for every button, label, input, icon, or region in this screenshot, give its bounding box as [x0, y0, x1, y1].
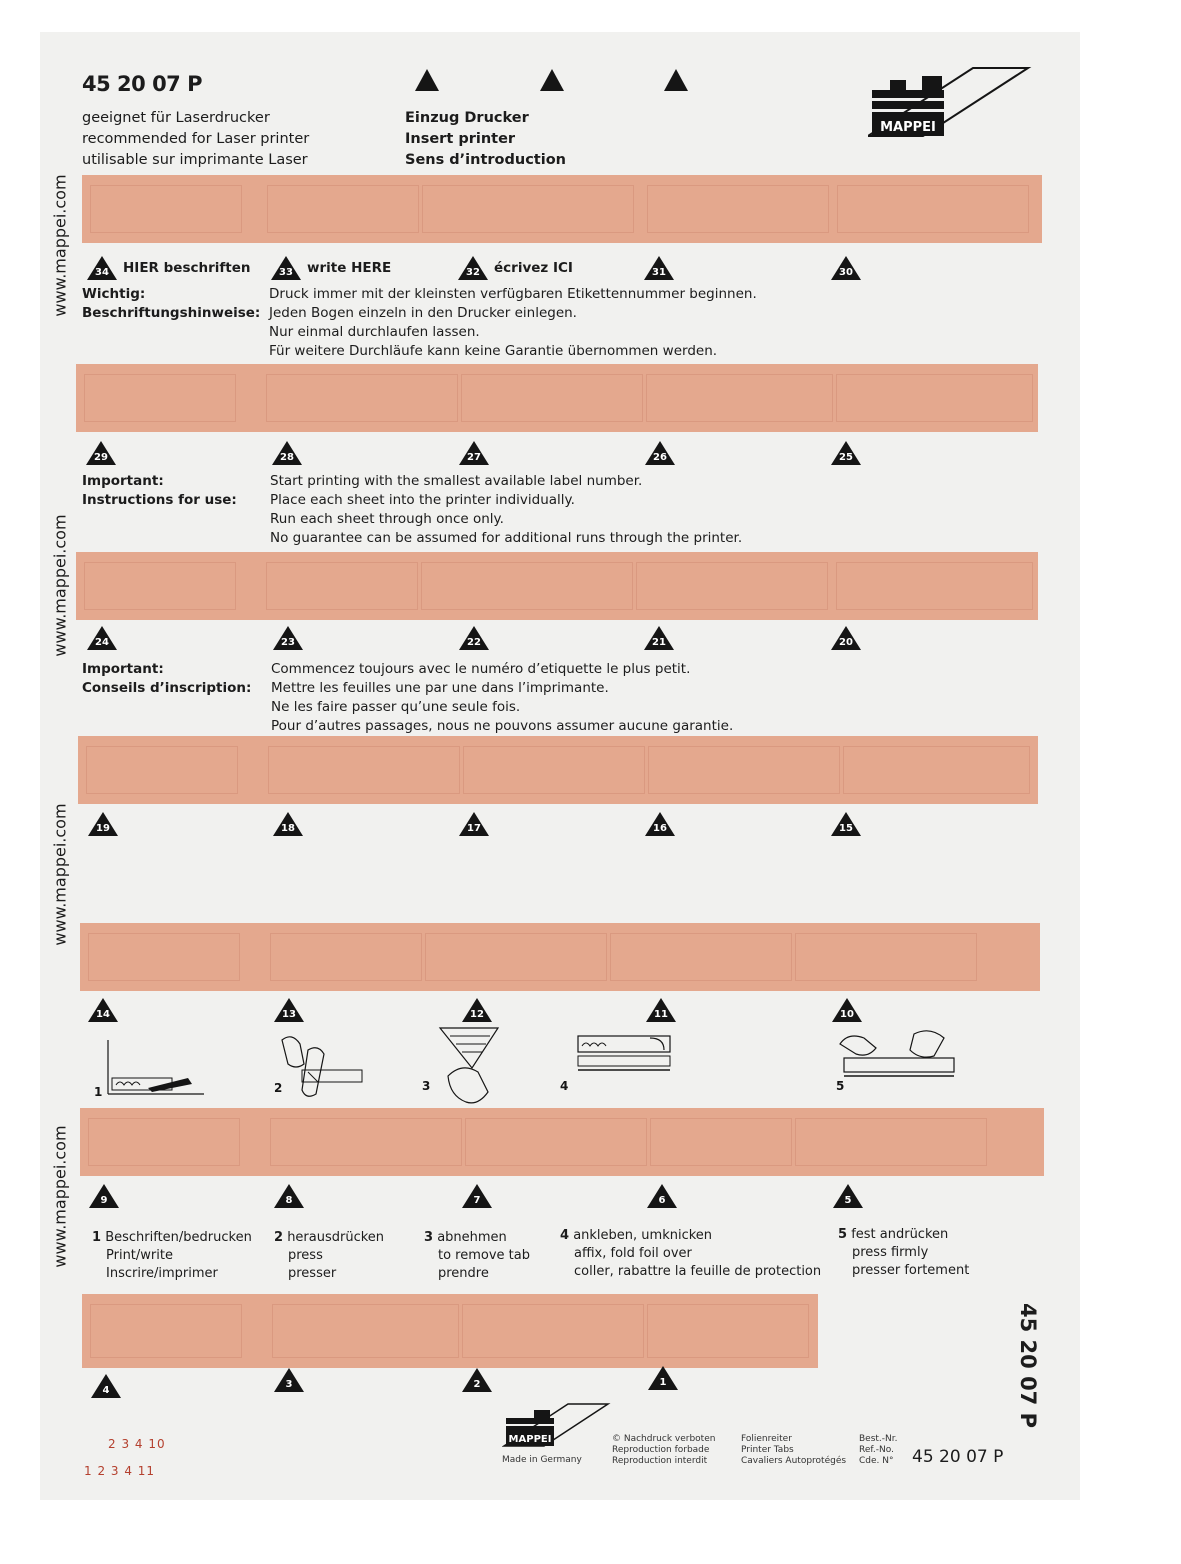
red-row-1: 2 3 4 10 [108, 1437, 166, 1451]
remove-tab-illustration-icon [420, 1026, 505, 1110]
tab-1 [648, 1366, 678, 1390]
product-code-vertical: 45 20 07 P [1016, 1303, 1040, 1428]
affix-tab-illustration-icon [558, 1030, 673, 1096]
website-text: www.mappei.com [50, 174, 70, 317]
label-strip[interactable] [80, 1108, 1044, 1176]
step-4: 4 ankleben, umknicken affix, fold foil over coller, rabattre la feuille de protection [560, 1228, 822, 1279]
step-2: 2 herausdrücken press presser [274, 1230, 385, 1281]
note-heading-de: Wichtig: Beschriftungshinweise: [82, 286, 261, 321]
note-heading-fr: Important: Conseils d’inscription: [82, 661, 252, 696]
number-triangle-icon: 33 [271, 256, 301, 280]
feed-direction-arrow-icon [415, 69, 439, 91]
number-triangle-icon: 18 [273, 812, 303, 836]
write-here-de: HIER beschriften [123, 260, 251, 276]
red-row-2: 1 2 3 4 11 [84, 1464, 156, 1478]
website-text: www.mappei.com [50, 803, 70, 946]
label-strip[interactable] [82, 175, 1042, 243]
svg-text:5: 5 [836, 1079, 845, 1093]
number-triangle-icon: 2 [462, 1368, 492, 1392]
number-triangle-icon: 30 [831, 256, 861, 280]
number-triangle-icon: 6 [647, 1184, 677, 1208]
note-heading-en: Important: Instructions for use: [82, 473, 237, 508]
label-strip[interactable] [80, 923, 1040, 991]
product-type: Folienreiter Printer Tabs Cavaliers Autoprotégés [741, 1434, 847, 1466]
number-triangle-icon: 20 [831, 626, 861, 650]
tab-25 [831, 441, 861, 465]
feed-direction-arrow-icon [540, 69, 564, 91]
mappei-logo-small-icon [502, 1402, 612, 1452]
tab-8 [274, 1184, 304, 1208]
number-triangle-icon: 32 [458, 256, 488, 280]
number-triangle-icon: 21 [644, 626, 674, 650]
number-triangle-icon: 3 [274, 1368, 304, 1392]
number-triangle-icon: 16 [645, 812, 675, 836]
tab-3 [274, 1368, 304, 1392]
tab-4 [91, 1374, 121, 1398]
website-text: www.mappei.com [50, 1125, 70, 1268]
label-strip[interactable] [82, 1294, 818, 1368]
number-triangle-icon: 12 [462, 998, 492, 1022]
tab-29 [86, 441, 116, 465]
insert-fr: Sens d’introduction [405, 152, 566, 168]
svg-text:2: 2 [274, 1081, 283, 1095]
step-5: 5 fest andrücken press firmly presser fortement [838, 1227, 970, 1278]
svg-text:1: 1 [94, 1085, 103, 1098]
tab-22 [459, 626, 489, 650]
tab-34 [87, 256, 251, 280]
svg-text:MAPPEI: MAPPEI [508, 1434, 552, 1445]
tab-19 [88, 812, 118, 836]
product-code: 45 20 07 P [82, 72, 202, 96]
tab-9 [89, 1184, 119, 1208]
tab-15 [831, 812, 861, 836]
tab-16 [645, 812, 675, 836]
note-body-en: Start printing with the smallest available label number. Place each sheet into the printer individually. Run each sheet through once only. No guarantee can be assumed for additional runs through the printer. [270, 473, 743, 546]
number-triangle-icon: 24 [87, 626, 117, 650]
number-triangle-icon: 34 [87, 256, 117, 280]
tab-14 [88, 998, 118, 1022]
step-3: 3 abnehmen to remove tab prendre [424, 1230, 530, 1281]
suitable-fr: utilisable sur imprimante Laser [82, 152, 308, 168]
tab-17 [459, 812, 489, 836]
number-triangle-icon: 22 [459, 626, 489, 650]
tab-33 [271, 256, 391, 280]
label-strip[interactable] [76, 364, 1038, 432]
svg-text:3: 3 [422, 1079, 431, 1093]
number-triangle-icon: 23 [273, 626, 303, 650]
write-here-fr: écrivez ICI [494, 260, 573, 276]
tab-27 [459, 441, 489, 465]
number-triangle-icon: 17 [459, 812, 489, 836]
number-triangle-icon: 9 [89, 1184, 119, 1208]
note-body-fr: Commencez toujours avec le numéro d’etiquette le plus petit. Mettre les feuilles une par une dans l’imprimante. Ne les faire passer qu’une seule fois. Pour d’autres passages, nous ne pouvons assumer aucune garantie. [271, 661, 734, 734]
svg-text:4: 4 [560, 1079, 569, 1093]
website-text: www.mappei.com [50, 514, 70, 657]
tab-7 [462, 1184, 492, 1208]
made-in: Made in Germany [502, 1455, 582, 1465]
press-out-illustration-icon [272, 1030, 367, 1110]
number-triangle-icon: 11 [646, 998, 676, 1022]
number-triangle-icon: 25 [831, 441, 861, 465]
suitable-en: recommended for Laser printer [82, 131, 310, 147]
tab-26 [645, 441, 675, 465]
copyright-notice: © Nachdruck verboten Reproduction forbade Reproduction interdit [612, 1434, 716, 1466]
tab-18 [273, 812, 303, 836]
number-triangle-icon: 5 [833, 1184, 863, 1208]
tab-24 [87, 626, 117, 650]
insert-en: Insert printer [405, 131, 516, 147]
tab-13 [274, 998, 304, 1022]
footer-code: 45 20 07 P [912, 1447, 1004, 1467]
tab-21 [644, 626, 674, 650]
tab-10 [832, 998, 862, 1022]
tab-31 [644, 256, 674, 280]
write-here-en: write HERE [307, 260, 392, 276]
number-triangle-icon: 13 [274, 998, 304, 1022]
number-triangle-icon: 8 [274, 1184, 304, 1208]
tab-5 [833, 1184, 863, 1208]
mappei-logo-icon [868, 66, 1033, 146]
insert-de: Einzug Drucker [405, 110, 529, 126]
suitable-de: geeignet für Laserdrucker [82, 110, 270, 126]
write-tab-illustration-icon [92, 1038, 207, 1098]
number-triangle-icon: 27 [459, 441, 489, 465]
number-triangle-icon: 4 [91, 1374, 121, 1398]
tab-30 [831, 256, 861, 280]
step-1: 1 Beschriften/bedrucken Print/write Inscrire/imprimer [92, 1230, 252, 1281]
number-triangle-icon: 1 [648, 1366, 678, 1390]
label-strip[interactable] [78, 736, 1038, 804]
number-triangle-icon: 19 [88, 812, 118, 836]
number-triangle-icon: 28 [272, 441, 302, 465]
tab-32 [458, 256, 573, 280]
number-triangle-icon: 10 [832, 998, 862, 1022]
ref-labels: Best.-Nr. Ref.-No. Cde. N° [859, 1434, 898, 1466]
tab-28 [272, 441, 302, 465]
note-body-de: Druck immer mit der kleinsten verfügbaren Etikettennummer beginnen. Jeden Bogen einzeln in den Drucker einlegen. Nur einmal durchlaufen lassen. Für weitere Durchläufe kann keine Garantie übernommen werden. [269, 286, 757, 359]
number-triangle-icon: 7 [462, 1184, 492, 1208]
tab-20 [831, 626, 861, 650]
tab-11 [646, 998, 676, 1022]
tab-2 [462, 1368, 492, 1392]
feed-direction-arrow-icon [664, 69, 688, 91]
number-triangle-icon: 14 [88, 998, 118, 1022]
label-strip[interactable] [76, 552, 1038, 620]
number-triangle-icon: 31 [644, 256, 674, 280]
tab-12 [462, 998, 492, 1022]
logo-text: MAPPEI [880, 120, 936, 135]
press-firmly-illustration-icon [834, 1024, 959, 1094]
tab-6 [647, 1184, 677, 1208]
tab-23 [273, 626, 303, 650]
number-triangle-icon: 26 [645, 441, 675, 465]
number-triangle-icon: 29 [86, 441, 116, 465]
number-triangle-icon: 15 [831, 812, 861, 836]
